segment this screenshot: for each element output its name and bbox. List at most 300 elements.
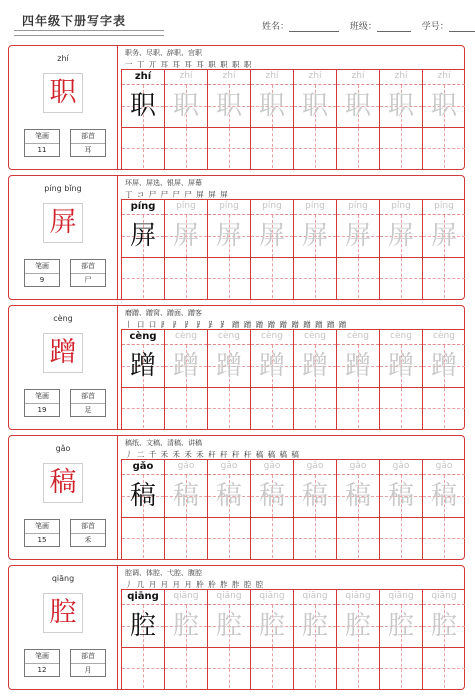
trace-cell[interactable]	[294, 605, 336, 648]
trace-glyph: 蹭	[301, 351, 328, 381]
trace-cell[interactable]	[337, 215, 379, 258]
trace-glyph: 屏	[258, 221, 285, 251]
pinyin-model: zhí	[122, 69, 164, 85]
strokes-value: 19	[37, 406, 47, 414]
trace-cell[interactable]	[208, 215, 250, 258]
pinyin-trace: qiāng	[251, 589, 293, 605]
trace-cell[interactable]	[122, 85, 164, 128]
trace-cell[interactable]	[423, 215, 465, 258]
trace-glyph: 职	[344, 91, 371, 121]
word-examples: 职务、尽职、辞职、官职	[125, 49, 202, 57]
trace-cell[interactable]	[337, 605, 379, 648]
trace-cell[interactable]	[165, 85, 207, 128]
pinyin-trace: gǎo	[208, 459, 250, 475]
trace-glyph: 职	[387, 91, 414, 121]
trace-cell[interactable]	[165, 215, 207, 258]
model-character: 职	[49, 77, 77, 108]
blank-write-cell[interactable]	[337, 128, 379, 168]
pinyin-trace: gǎo	[380, 459, 422, 475]
class-label: 班级：	[349, 22, 377, 32]
guide-line-horizontal	[294, 668, 336, 669]
pinyin-trace: cèng	[208, 329, 250, 345]
blank-write-cell[interactable]	[337, 388, 379, 428]
model-glyph: 职	[129, 91, 156, 121]
practice-column	[379, 459, 422, 559]
model-glyph: 腔	[129, 611, 156, 641]
radical-value: 尸	[84, 276, 92, 284]
pinyin-trace: zhí	[337, 69, 379, 85]
pinyin-trace: qiāng	[337, 589, 379, 605]
strokes-value: 12	[37, 666, 47, 674]
blank-write-cell[interactable]	[294, 648, 336, 688]
character-box	[43, 203, 83, 243]
character-info-panel	[9, 46, 118, 169]
practice-column	[207, 459, 250, 559]
strokes-box	[24, 129, 60, 157]
page-title: 四年级下册写字表	[22, 14, 127, 28]
character-card	[8, 435, 465, 560]
trace-glyph: 蹭	[215, 351, 242, 381]
pinyin-trace: píng	[251, 199, 293, 215]
guide-line-horizontal	[294, 408, 336, 409]
name-label: 姓名：	[262, 22, 290, 32]
pinyin-trace: cèng	[380, 329, 422, 345]
practice-column	[164, 459, 207, 559]
blank-write-cell[interactable]	[294, 518, 336, 558]
guide-line-horizontal	[423, 148, 465, 149]
strokes-box	[24, 259, 60, 287]
practice-column	[250, 589, 293, 689]
guide-line-horizontal	[165, 408, 207, 409]
trace-glyph: 职	[215, 91, 242, 121]
blank-write-cell[interactable]	[208, 388, 250, 428]
practice-column	[379, 329, 422, 429]
practice-column	[121, 329, 164, 429]
blank-write-cell[interactable]	[380, 388, 422, 428]
class-field[interactable]	[377, 31, 411, 32]
guide-line-horizontal	[423, 538, 465, 539]
pinyin-trace: qiāng	[294, 589, 336, 605]
guide-line-horizontal	[208, 668, 250, 669]
stroke-order: 丁 コ 尸 尸 尸 尸 屏 屏 屏	[125, 190, 229, 199]
model-glyph: 稿	[129, 481, 156, 511]
blank-write-cell[interactable]	[251, 128, 293, 168]
radical-label: 部首	[71, 260, 105, 274]
practice-column	[379, 589, 422, 689]
pinyin-trace: qiāng	[380, 589, 422, 605]
trace-glyph: 屏	[215, 221, 242, 251]
guide-line-horizontal	[122, 668, 164, 669]
guide-line-horizontal	[337, 408, 379, 409]
trace-cell[interactable]	[423, 605, 465, 648]
trace-glyph: 蹭	[430, 351, 457, 381]
radical-value: 足	[84, 406, 92, 414]
pinyin-trace: qiāng	[423, 589, 465, 605]
blank-write-cell[interactable]	[380, 258, 422, 298]
practice-column	[250, 69, 293, 169]
practice-column	[207, 199, 250, 299]
practice-column	[121, 459, 164, 559]
guide-line-horizontal	[337, 538, 379, 539]
trace-cell[interactable]	[122, 215, 164, 258]
practice-column	[164, 69, 207, 169]
radical-label: 部首	[71, 650, 105, 664]
blank-write-cell[interactable]	[165, 128, 207, 168]
strokes-value: 15	[37, 536, 47, 544]
practice-column	[164, 199, 207, 299]
guide-line-horizontal	[380, 408, 422, 409]
pinyin-trace: cèng	[423, 329, 465, 345]
trace-glyph: 职	[258, 91, 285, 121]
trace-cell[interactable]	[165, 475, 207, 518]
blank-write-cell[interactable]	[337, 258, 379, 298]
practice-grid	[121, 589, 465, 689]
guide-line-horizontal	[165, 668, 207, 669]
character-info-panel	[9, 436, 118, 559]
trace-cell[interactable]	[337, 345, 379, 388]
blank-write-cell[interactable]	[122, 258, 164, 298]
pinyin-trace: zhí	[380, 69, 422, 85]
trace-glyph: 腔	[430, 611, 457, 641]
pinyin-label: qiāng	[51, 574, 75, 583]
radical-box	[70, 259, 106, 287]
model-character: 稿	[49, 467, 77, 498]
guide-line-horizontal	[380, 148, 422, 149]
trace-cell[interactable]	[251, 475, 293, 518]
practice-column	[164, 329, 207, 429]
guide-line-horizontal	[294, 148, 336, 149]
pinyin-trace: gǎo	[337, 459, 379, 475]
pinyin-label: zhí	[57, 54, 69, 63]
blank-write-cell[interactable]	[251, 258, 293, 298]
pinyin-trace: gǎo	[165, 459, 207, 475]
practice-column	[293, 459, 336, 559]
guide-line-horizontal	[122, 278, 164, 279]
character-info-panel	[9, 566, 118, 689]
strokes-label: 笔画	[25, 130, 59, 144]
blank-write-cell[interactable]	[337, 518, 379, 558]
trace-cell[interactable]	[122, 345, 164, 388]
trace-cell[interactable]	[294, 475, 336, 518]
practice-column	[293, 589, 336, 689]
pinyin-trace: píng	[337, 199, 379, 215]
pinyin-label: píng bǐng	[44, 184, 82, 193]
blank-write-cell[interactable]	[423, 128, 465, 168]
stroke-order: 丨 口 口 ⻊ ⻊ ⻊ ⻊ 𧾷 𧾷 蹭 蹭 蹭 蹭 蹭 蹭 蹭 蹭 蹭 蹭	[125, 320, 348, 329]
trace-cell[interactable]	[380, 475, 422, 518]
blank-write-cell[interactable]	[251, 518, 293, 558]
model-character: 腔	[49, 597, 77, 628]
trace-cell[interactable]	[251, 605, 293, 648]
pinyin-trace: qiāng	[165, 589, 207, 605]
practice-column	[207, 69, 250, 169]
radical-label: 部首	[71, 130, 105, 144]
blank-write-cell[interactable]	[251, 648, 293, 688]
trace-cell[interactable]	[380, 345, 422, 388]
trace-glyph: 稿	[344, 481, 371, 511]
word-examples: 腔调、体腔、弋腔、腹腔	[125, 569, 202, 577]
blank-write-cell[interactable]	[122, 518, 164, 558]
practice-column	[336, 69, 379, 169]
blank-write-cell[interactable]	[423, 258, 465, 298]
character-box	[43, 333, 83, 373]
character-card	[8, 305, 465, 430]
character-card	[8, 45, 465, 170]
practice-column	[207, 329, 250, 429]
trace-cell[interactable]	[380, 85, 422, 128]
guide-line-horizontal	[380, 278, 422, 279]
guide-line-horizontal	[208, 148, 250, 149]
strokes-label: 笔画	[25, 520, 59, 534]
guide-line-horizontal	[251, 148, 293, 149]
trace-cell[interactable]	[294, 85, 336, 128]
blank-write-cell[interactable]	[165, 388, 207, 428]
trace-glyph: 屏	[344, 221, 371, 251]
blank-write-cell[interactable]	[165, 648, 207, 688]
stroke-order: 丿 几 月 月 月 月 肸 肸 胙 胙 腔 腔	[125, 580, 265, 589]
practice-column	[336, 199, 379, 299]
trace-glyph: 腔	[387, 611, 414, 641]
practice-column	[422, 199, 465, 299]
pinyin-label: cèng	[53, 314, 73, 323]
pinyin-trace: cèng	[337, 329, 379, 345]
trace-cell[interactable]	[251, 85, 293, 128]
practice-column	[336, 589, 379, 689]
blank-write-cell[interactable]	[122, 128, 164, 168]
practice-column	[379, 69, 422, 169]
trace-cell[interactable]	[380, 605, 422, 648]
blank-write-cell[interactable]	[122, 388, 164, 428]
practice-column	[121, 199, 164, 299]
practice-column	[293, 199, 336, 299]
pinyin-model: qiāng	[122, 589, 164, 605]
number-field[interactable]	[449, 31, 475, 32]
model-glyph: 蹭	[129, 351, 156, 381]
number-label: 学号：	[421, 22, 449, 32]
guide-line-horizontal	[165, 148, 207, 149]
guide-line-horizontal	[294, 538, 336, 539]
worksheet-header	[0, 0, 475, 40]
guide-line-horizontal	[251, 538, 293, 539]
trace-cell[interactable]	[380, 215, 422, 258]
strokes-box	[24, 389, 60, 417]
trace-glyph: 蹭	[258, 351, 285, 381]
blank-write-cell[interactable]	[423, 518, 465, 558]
trace-glyph: 屏	[430, 221, 457, 251]
strokes-box	[24, 649, 60, 677]
practice-column	[336, 329, 379, 429]
character-box	[43, 593, 83, 633]
blank-write-cell[interactable]	[208, 648, 250, 688]
pinyin-trace: píng	[208, 199, 250, 215]
trace-cell[interactable]	[165, 345, 207, 388]
pinyin-trace: zhí	[165, 69, 207, 85]
trace-cell[interactable]	[122, 605, 164, 648]
practice-column	[422, 69, 465, 169]
blank-write-cell[interactable]	[337, 648, 379, 688]
trace-cell[interactable]	[208, 605, 250, 648]
trace-glyph: 腔	[344, 611, 371, 641]
trace-glyph: 蹭	[344, 351, 371, 381]
radical-box	[70, 389, 106, 417]
pinyin-model: píng	[122, 199, 164, 215]
blank-write-cell[interactable]	[380, 518, 422, 558]
trace-glyph: 稿	[172, 481, 199, 511]
guide-line-horizontal	[208, 278, 250, 279]
word-examples: 磨蹭、蹭窝、蹭面、蹭客	[125, 309, 202, 317]
trace-glyph: 腔	[215, 611, 242, 641]
strokes-value: 9	[39, 276, 45, 284]
pinyin-trace: gǎo	[251, 459, 293, 475]
practice-column	[422, 329, 465, 429]
trace-cell[interactable]	[251, 215, 293, 258]
guide-line-horizontal	[337, 668, 379, 669]
practice-grid	[121, 459, 465, 559]
guide-line-horizontal	[165, 538, 207, 539]
character-info-panel	[9, 306, 118, 429]
pinyin-trace: píng	[423, 199, 465, 215]
guide-line-horizontal	[337, 148, 379, 149]
strokes-box	[24, 519, 60, 547]
blank-write-cell[interactable]	[294, 258, 336, 298]
blank-write-cell[interactable]	[294, 128, 336, 168]
pinyin-trace: cèng	[294, 329, 336, 345]
pinyin-trace: zhí	[251, 69, 293, 85]
practice-column	[164, 589, 207, 689]
trace-cell[interactable]	[423, 345, 465, 388]
guide-line-horizontal	[251, 408, 293, 409]
model-character: 屏	[49, 207, 77, 238]
blank-write-cell[interactable]	[165, 258, 207, 298]
guide-line-horizontal	[423, 278, 465, 279]
trace-cell[interactable]	[208, 85, 250, 128]
guide-line-horizontal	[251, 668, 293, 669]
practice-grid	[121, 69, 465, 169]
character-card	[8, 565, 465, 690]
guide-line-horizontal	[122, 408, 164, 409]
pinyin-trace: zhí	[294, 69, 336, 85]
trace-glyph: 稿	[430, 481, 457, 511]
guide-line-horizontal	[380, 538, 422, 539]
guide-line-horizontal	[208, 408, 250, 409]
trace-cell[interactable]	[294, 345, 336, 388]
pinyin-model: gǎo	[122, 459, 164, 475]
trace-cell[interactable]	[337, 85, 379, 128]
character-card	[8, 175, 465, 300]
blank-write-cell[interactable]	[208, 128, 250, 168]
guide-line-horizontal	[251, 278, 293, 279]
practice-column	[293, 329, 336, 429]
word-examples: 环屏、屏选、银屏、屏幕	[125, 179, 202, 187]
trace-glyph: 稿	[258, 481, 285, 511]
pinyin-trace: zhí	[423, 69, 465, 85]
blank-write-cell[interactable]	[423, 648, 465, 688]
model-character: 蹭	[49, 337, 77, 368]
blank-write-cell[interactable]	[208, 258, 250, 298]
practice-column	[250, 329, 293, 429]
blank-write-cell[interactable]	[251, 388, 293, 428]
practice-column	[121, 589, 164, 689]
trace-glyph: 屏	[301, 221, 328, 251]
trace-glyph: 屏	[172, 221, 199, 251]
pinyin-trace: píng	[165, 199, 207, 215]
guide-line-horizontal	[423, 408, 465, 409]
stroke-order: 丿 二 千 禾 禾 禾 禾 秆 秆 秆 秆 稿 稿 稿 稿	[125, 450, 300, 459]
radical-value: 禾	[84, 536, 92, 544]
radical-box	[70, 129, 106, 157]
trace-glyph: 稿	[301, 481, 328, 511]
trace-cell[interactable]	[251, 345, 293, 388]
practice-column	[422, 589, 465, 689]
trace-glyph: 腔	[301, 611, 328, 641]
word-examples: 稿纸、文稿、清稿、讲稿	[125, 439, 202, 447]
trace-glyph: 屏	[387, 221, 414, 251]
trace-glyph: 腔	[258, 611, 285, 641]
pinyin-trace: cèng	[251, 329, 293, 345]
trace-glyph: 职	[301, 91, 328, 121]
trace-glyph: 职	[430, 91, 457, 121]
trace-cell[interactable]	[208, 345, 250, 388]
pinyin-model: cèng	[122, 329, 164, 345]
radical-value: 月	[84, 666, 92, 674]
practice-column	[121, 69, 164, 169]
pinyin-trace: píng	[380, 199, 422, 215]
practice-column	[293, 69, 336, 169]
blank-write-cell[interactable]	[208, 518, 250, 558]
blank-write-cell[interactable]	[380, 128, 422, 168]
trace-cell[interactable]	[423, 475, 465, 518]
trace-cell[interactable]	[165, 605, 207, 648]
trace-cell[interactable]	[122, 475, 164, 518]
blank-write-cell[interactable]	[294, 388, 336, 428]
practice-column	[422, 459, 465, 559]
strokes-value: 11	[37, 146, 47, 154]
practice-column	[207, 589, 250, 689]
student-info	[262, 19, 475, 32]
guide-line-horizontal	[165, 278, 207, 279]
trace-cell[interactable]	[423, 85, 465, 128]
character-box	[43, 73, 83, 113]
radical-box	[70, 649, 106, 677]
practice-grid	[121, 199, 465, 299]
trace-cell[interactable]	[208, 475, 250, 518]
practice-column	[336, 459, 379, 559]
practice-column	[379, 199, 422, 299]
blank-write-cell[interactable]	[122, 648, 164, 688]
guide-line-horizontal	[294, 278, 336, 279]
pinyin-trace: gǎo	[423, 459, 465, 475]
character-box	[43, 463, 83, 503]
blank-write-cell[interactable]	[165, 518, 207, 558]
trace-glyph: 职	[172, 91, 199, 121]
guide-line-horizontal	[122, 538, 164, 539]
trace-glyph: 稿	[387, 481, 414, 511]
name-field[interactable]	[289, 31, 339, 32]
character-info-panel	[9, 176, 118, 299]
pinyin-trace: qiāng	[208, 589, 250, 605]
practice-grid	[121, 329, 465, 429]
model-glyph: 屏	[129, 221, 156, 251]
title-underline	[14, 30, 164, 36]
pinyin-label: gǎo	[55, 444, 71, 453]
trace-cell[interactable]	[294, 215, 336, 258]
blank-write-cell[interactable]	[380, 648, 422, 688]
blank-write-cell[interactable]	[423, 388, 465, 428]
trace-glyph: 蹭	[172, 351, 199, 381]
radical-box	[70, 519, 106, 547]
guide-line-horizontal	[122, 148, 164, 149]
trace-cell[interactable]	[337, 475, 379, 518]
